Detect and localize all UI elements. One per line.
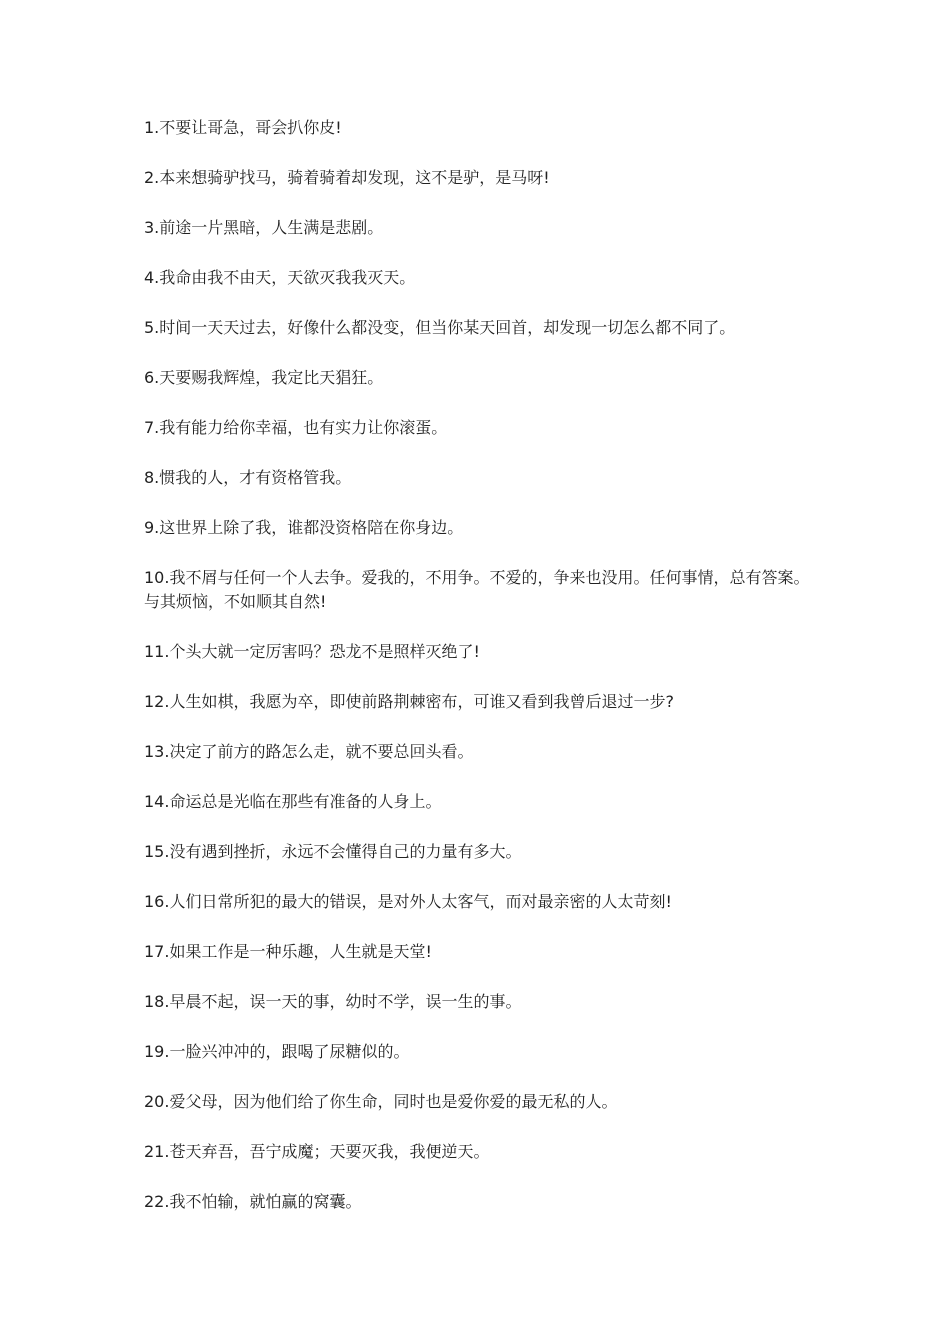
quote-line-4: 4.我命由我不由天，天欲灭我我灭天。 [144, 268, 416, 287]
quote-line-12: 12.人生如棋，我愿为卒，即使前路荆棘密布，可谁又看到我曾后退过一步? [144, 692, 674, 711]
quote-line-9: 9.这世界上除了我，谁都没资格陪在你身边。 [144, 518, 464, 537]
quote-line-1: 1.不要让哥急，哥会扒你皮! [144, 118, 342, 137]
quote-line-16: 16.人们日常所犯的最大的错误，是对外人太客气，而对最亲密的人太苛刻! [144, 892, 672, 911]
quote-line-10: 10.我不屑与任何一个人去争。爱我的，不用争。不爱的，争来也没用。任何事情，总有答案。与其烦恼，不如顺其自然! [144, 568, 810, 611]
quote-line-14: 14.命运总是光临在那些有准备的人身上。 [144, 792, 442, 811]
quote-line-15: 15.没有遇到挫折，永远不会懂得自己的力量有多大。 [144, 842, 522, 861]
quote-line-7: 7.我有能力给你幸福，也有实力让你滚蛋。 [144, 418, 448, 437]
quote-line-20: 20.爱父母，因为他们给了你生命，同时也是爱你爱的最无私的人。 [144, 1092, 618, 1111]
quote-line-22: 22.我不怕输，就怕赢的窝囊。 [144, 1192, 362, 1211]
quote-line-18: 18.早晨不起，误一天的事，幼时不学，误一生的事。 [144, 992, 522, 1011]
quote-line-21: 21.苍天弃吾，吾宁成魔；天要灭我，我便逆天。 [144, 1142, 490, 1161]
quote-line-2: 2.本来想骑驴找马，骑着骑着却发现，这不是驴，是马呀! [144, 168, 550, 187]
quote-list [144, 116, 816, 1240]
quote-line-17: 17.如果工作是一种乐趣，人生就是天堂! [144, 942, 432, 961]
quote-line-6: 6.天要赐我辉煌，我定比天猖狂。 [144, 368, 384, 387]
quote-line-3: 3.前途一片黑暗，人生满是悲剧。 [144, 218, 384, 237]
quote-line-13: 13.决定了前方的路怎么走，就不要总回头看。 [144, 742, 474, 761]
quote-line-11: 11.个头大就一定厉害吗？恐龙不是照样灭绝了! [144, 642, 480, 661]
quote-line-19: 19.一脸兴冲冲的，跟喝了尿糖似的。 [144, 1042, 410, 1061]
quote-line-5: 5.时间一天天过去，好像什么都没变，但当你某天回首，却发现一切怎么都不同了。 [144, 318, 736, 337]
quote-line-8: 8.惯我的人，才有资格管我。 [144, 468, 352, 487]
